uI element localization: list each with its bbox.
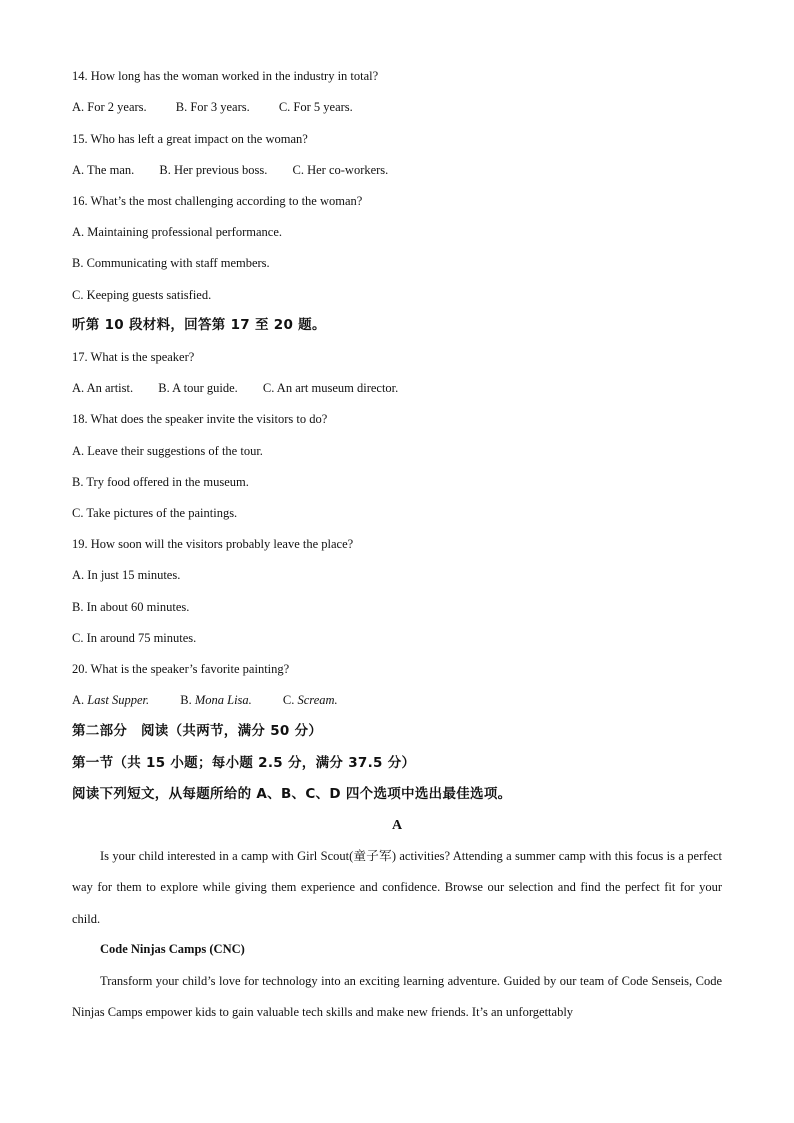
option-b: B. In about 60 minutes. <box>72 600 190 614</box>
section-heading: 第一节（共 15 小题；每小题 2.5 分，满分 37.5 分） <box>72 755 416 771</box>
option-c: C. Keeping guests satisfied. <box>72 288 212 302</box>
question-19: 19. How soon will the visitors probably leave the place? <box>72 537 354 551</box>
passage-label: A <box>391 818 403 833</box>
option-a: A. An artist. <box>72 381 134 395</box>
option-a: A. In just 15 minutes. <box>72 568 181 582</box>
options-14 <box>72 99 353 115</box>
options-17 <box>72 380 398 396</box>
option-b: B. For 3 years. <box>175 100 250 114</box>
option-b: B. Communicating with staff members. <box>72 256 270 270</box>
instruction: 阅读下列短文，从每题所给的 A、B、C、D 四个选项中选出最佳选项。 <box>72 786 512 802</box>
camp-title: Code Ninjas Camps (CNC) <box>100 942 245 956</box>
options-20 <box>72 692 338 708</box>
section-heading: 听第 10 段材料，回答第 17 至 20 题。 <box>72 317 326 333</box>
question-17: 17. What is the speaker? <box>72 350 195 364</box>
question-16: 16. What’s the most challenging according to the woman? <box>72 194 363 208</box>
option-c: C. Scream. <box>282 693 338 707</box>
option-b: B. A tour guide. <box>158 381 238 395</box>
question-20: 20. What is the speaker’s favorite painting? <box>72 662 290 676</box>
passage-intro: Is your child interested in a camp with Girl Scout(童子军) activities? Attending a summer camp with this focus is a perfect way for them to explore while giving them experience and confidence. Browse our selection and find the perfect fit for your child. <box>72 849 722 926</box>
part-heading: 第二部分 阅读（共两节，满分 50 分） <box>72 723 323 739</box>
question-14: 14. How long has the woman worked in the industry in total? <box>72 69 379 83</box>
options-15 <box>72 162 388 178</box>
option-a: A. Leave their suggestions of the tour. <box>72 444 263 458</box>
question-15: 15. Who has left a great impact on the woman? <box>72 132 308 146</box>
option-a: A. Maintaining professional performance. <box>72 225 283 239</box>
option-c: C. In around 75 minutes. <box>72 631 197 645</box>
question-18: 18. What does the speaker invite the visitors to do? <box>72 412 328 426</box>
option-a: A. Last Supper. <box>72 693 150 707</box>
camp-description: Transform your child’s love for technology into an exciting learning adventure. Guided by our team of Code Senseis, Code Ninjas Camps empower kids to gain valuable tech skills and make new friends. It’s an unforgettably <box>72 974 722 1020</box>
option-c: C. Her co-workers. <box>292 163 389 177</box>
option-c: C. Take pictures of the paintings. <box>72 506 238 520</box>
option-c: C. For 5 years. <box>278 100 353 114</box>
option-a: A. For 2 years. <box>72 100 147 114</box>
option-b: B. Mona Lisa. <box>180 693 252 707</box>
option-a: A. The man. <box>72 163 135 177</box>
option-b: B. Try food offered in the museum. <box>72 475 249 489</box>
option-b: B. Her previous boss. <box>159 163 268 177</box>
option-c: C. An art museum director. <box>262 381 399 395</box>
